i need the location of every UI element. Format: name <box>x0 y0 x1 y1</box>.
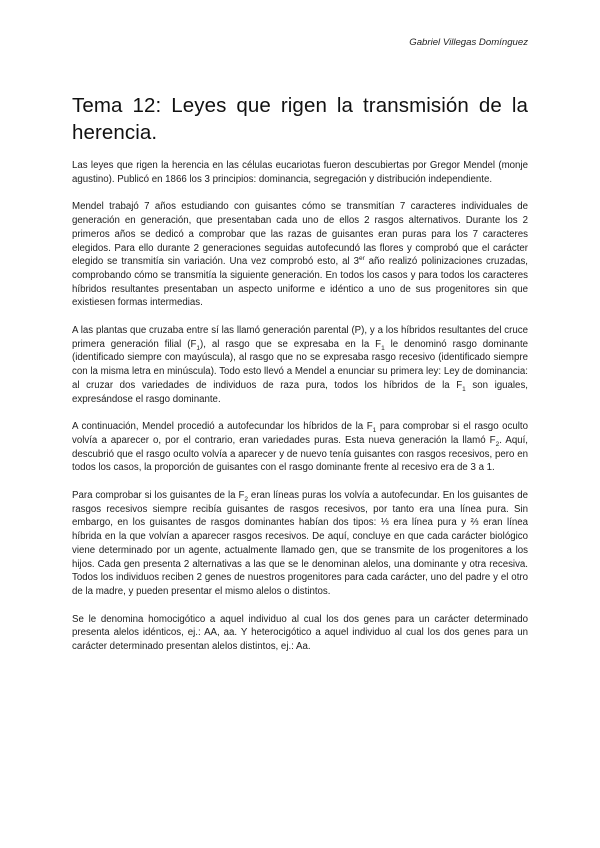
document-body <box>72 92 528 668</box>
page-title: Tema 12: Leyes que rigen la transmisión de la herencia. <box>72 94 528 144</box>
text-segment: A las plantas que cruzaba entre sí las llamó generación parental (P), y a los híbridos resultantes del cruce primera generación filial (F <box>72 325 528 350</box>
subscript: 2 <box>244 496 248 503</box>
subscript: 1 <box>372 427 377 435</box>
text-segment: año realizó polinizaciones cruzadas, comprobando cómo se transmitía la siguiente generación. En todos los casos y para todos los caracteres híbridos resultantes presentaban un aspecto uniforme e idéntico a uno de sus progenitores sin que existiesen formas intermedias. <box>72 256 528 309</box>
subscript: 1 <box>381 344 385 352</box>
text-segment: eran líneas puras los volvía a autofecundar. En los guisantes de rasgos recesivos siempre recibía guisantes de rasgos recesivos, por tanto era una línea pura. Sin embargo, en los guisantes de rasgos dominantes habían dos tipos: ⅓ era línea pura y ⅔ eran línea híbrida en la que volvían a aparecer rasgos recesivos. De aquí, concluye en que cada carácter biológico viene determinado por un agente, actualmente llamado gen, que se transmite de los progenitores a los hijos. Cada gen presenta 2 alternativas a las que se le denominan alelos, una dominante y otra recesiva. Todos los individuos reciben 2 genes de nuestros progenitores para cada carácter, uno del padre y el otro de la madre, y pueden presentar el mismo alelos o distintos. <box>72 490 528 597</box>
text-segment: Mendel trabajó 7 años estudiando con guisantes cómo se transmitían 7 caracteres individuales de generación en generación, que presentaban cada uno de ellos 2 rasgos alternativos. Durante los 2 primeros años se dedicó a comprobar que las razas de guisantes eran puras para los 7 caracteres elegidos. Para ello durante 2 generaciones seguidas autofecundó las flores y comprobó que el carácter elegido se transmitía sin variación. Una vez comprobó esto, al 3 <box>72 201 528 268</box>
paragraph-genes-alleles <box>72 489 528 599</box>
text-segment: Para comprobar si los guisantes de la F <box>72 490 245 502</box>
paragraph-homozygous-heterozygous: Se le denomina homocigótico a aquel individuo al cual los dos genes para un carácter determinado presenta alelos idénticos, ej.: AA, aa. Y heterocigótico a aquel individuo al cual los dos genes para un carácter determinado presentan alelos distintos, ej.: Aa. <box>72 613 528 653</box>
text-segment: son iguales, expresándose el rasgo dominante. <box>72 379 528 405</box>
subscript: 2 <box>495 440 500 448</box>
text-segment: A continuación, Mendel procedió a autofecundar los híbridos de la F <box>72 421 373 433</box>
author-name: Gabriel Villegas Domínguez <box>409 37 528 48</box>
text-segment: . Aquí, descubrió que el rasgo oculto volvía a aparecer y de nuevo tenía guisantes con rasgos recesivos, pero en todos los casos, la proporción de guisantes con el rasgo dominante frente al recesivo era de 3 a 1. <box>72 434 529 474</box>
paragraph-intro: Las leyes que rigen la herencia en las células eucariotas fueron descubiertas por Gregor Mendel (monje agustino). Publicó en 1866 los 3 principios: dominancia, segregación y distribución independiente. <box>72 160 528 185</box>
paragraph-f2-generation <box>72 420 528 475</box>
paragraph-mendel-work <box>72 200 528 310</box>
subscript: 1 <box>196 344 201 352</box>
text-segment: para comprobar si el rasgo oculto volvía a aparecer o, por el contrario, eran variedades puras. Esta nueva generación la llamó F <box>72 421 528 446</box>
text-segment: ), al rasgo que se expresaba en la F <box>200 338 382 350</box>
subscript: 1 <box>462 385 466 393</box>
superscript: er <box>358 254 365 262</box>
paragraph-dominance-law <box>72 324 528 406</box>
text-segment: le denominó rasgo dominante (identificado siempre con mayúscula), al rasgo que no se expresaba rasgo recesivo (identificado siempre con la misma letra en minúscula). Todo esto llevó a Mendel a enunciar su primera ley: Ley de dominancia: al cruzar dos variedades de individuos de raza pura, todos los híbridos de la F <box>72 338 529 391</box>
